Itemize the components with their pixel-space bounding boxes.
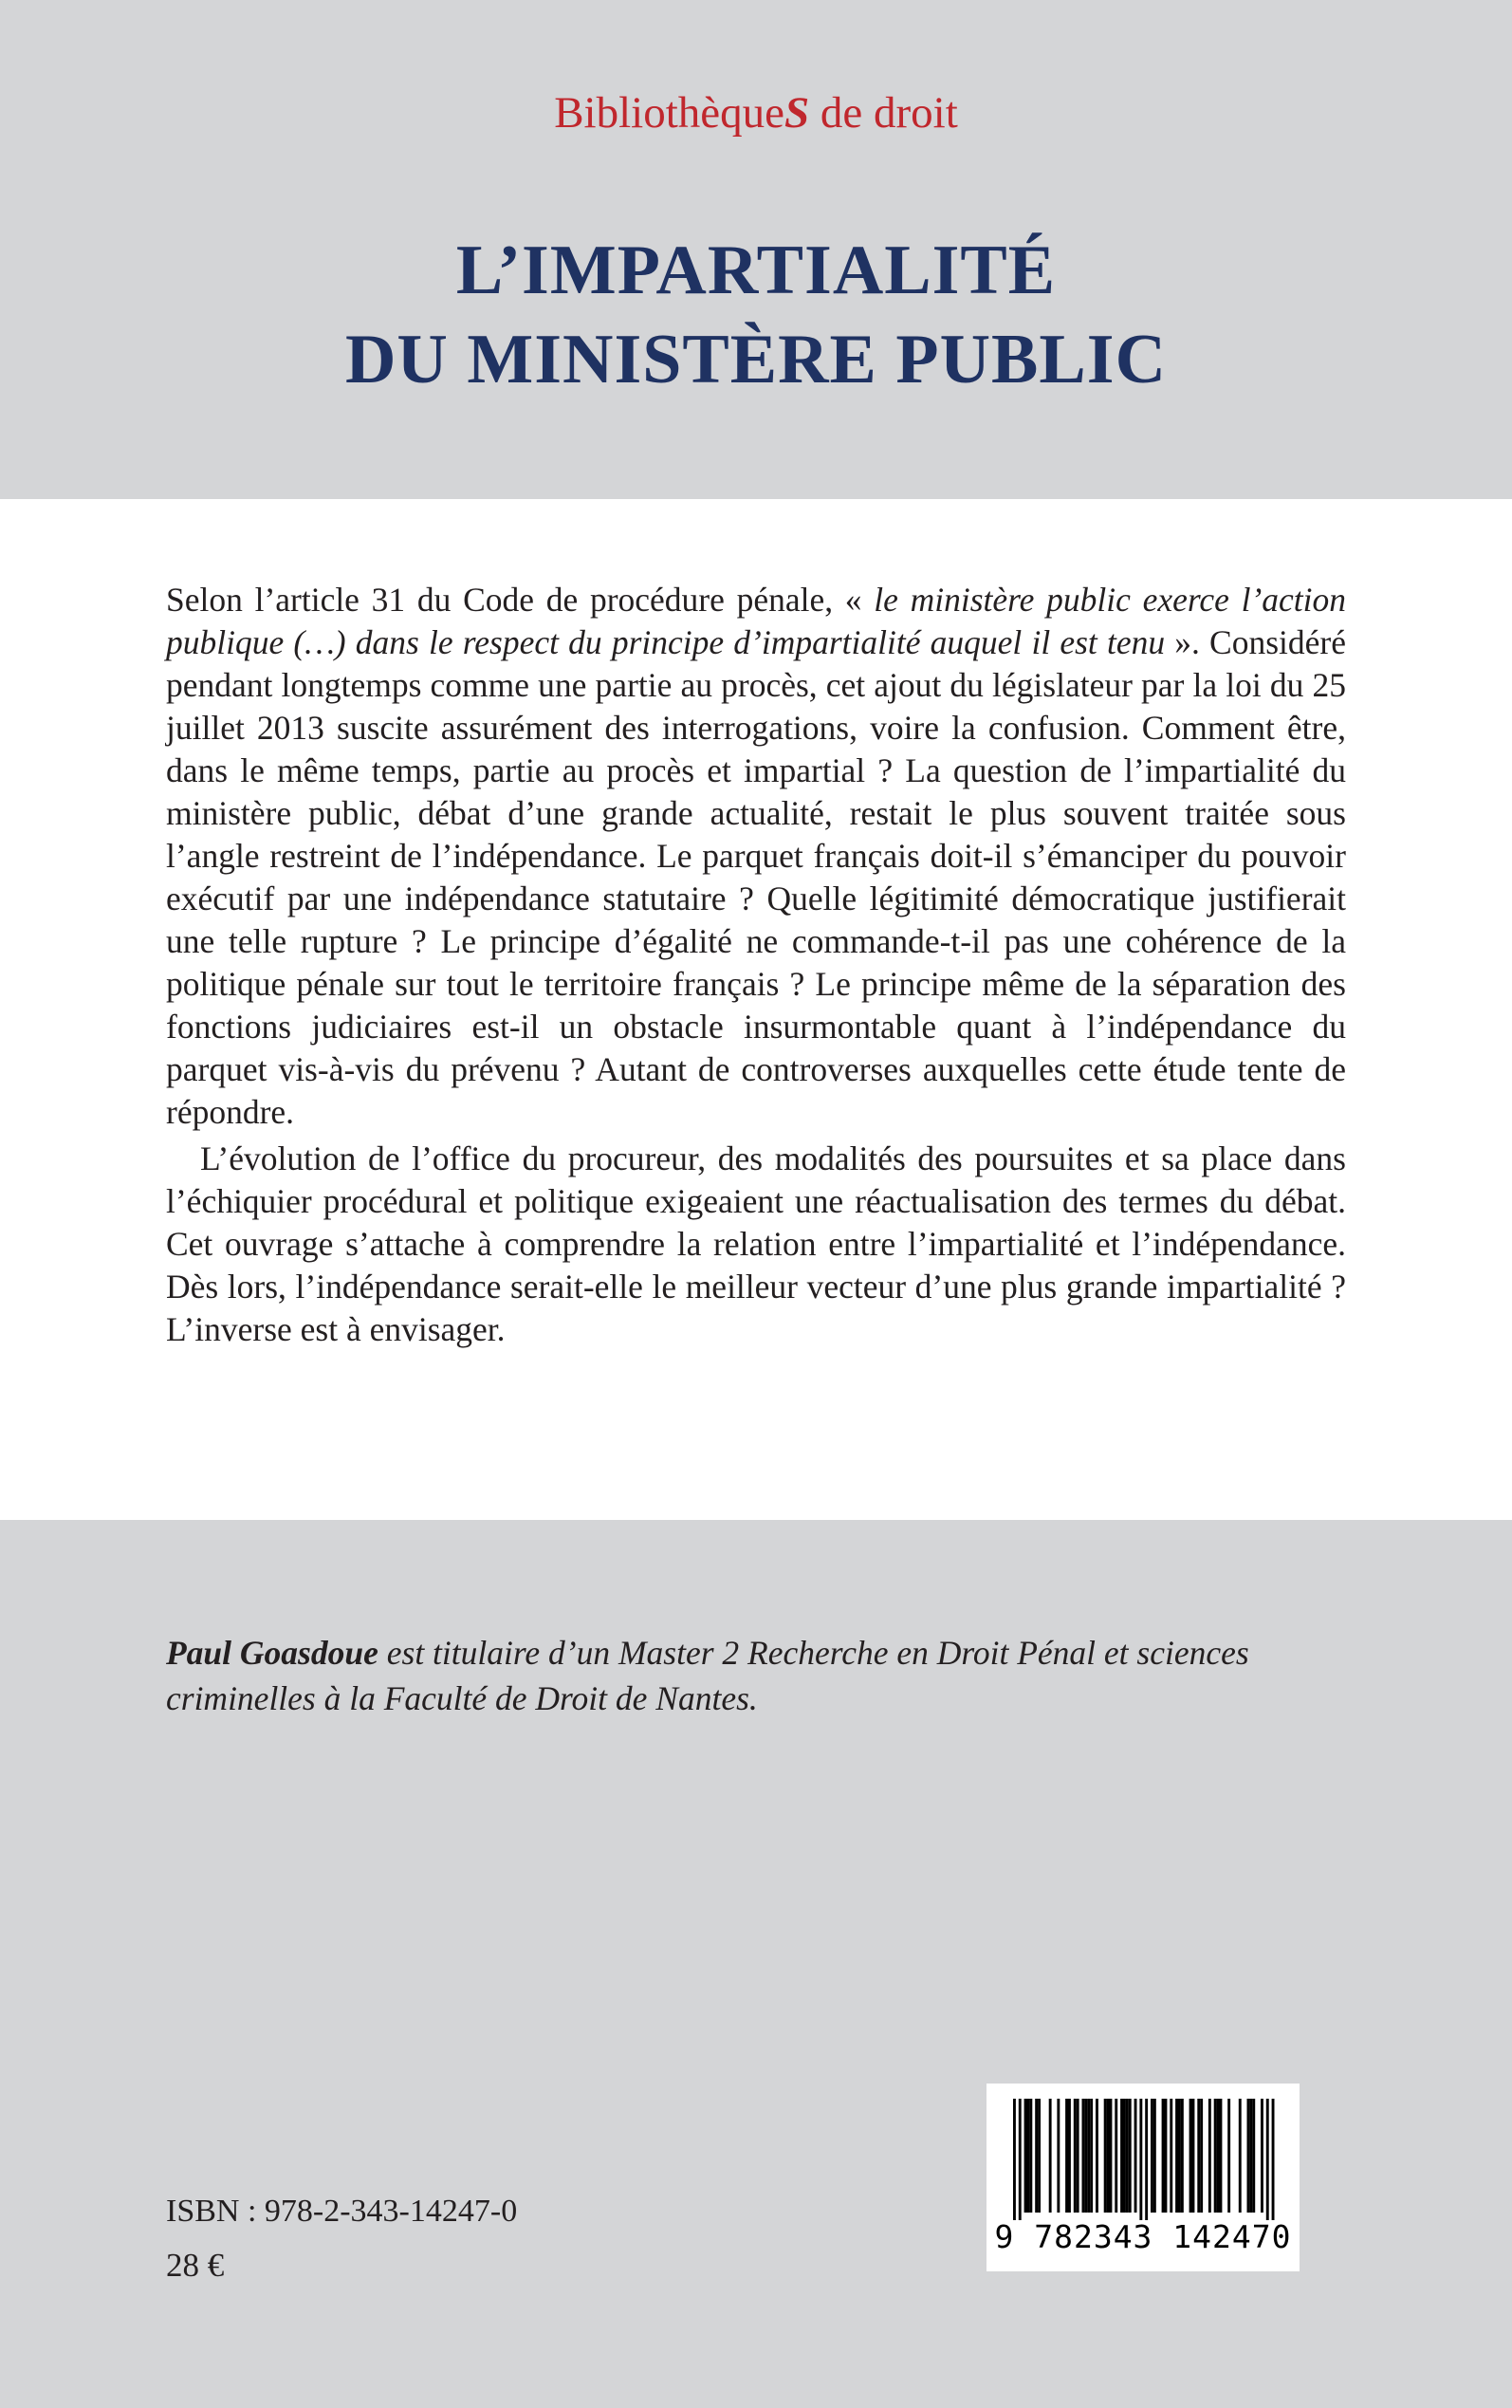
barcode-bar [1084, 2099, 1087, 2213]
barcode-bar [1249, 2099, 1252, 2213]
barcode-bar [1192, 2099, 1195, 2213]
barcode-bar [1227, 2099, 1230, 2213]
barcode-bar [1027, 2099, 1030, 2213]
barcode-bar [1220, 2099, 1223, 2213]
author-bio [166, 1630, 1346, 1721]
barcode-bar [1035, 2099, 1038, 2213]
isbn: ISBN : 978-2-343-14247-0 [166, 2194, 518, 2229]
barcode [986, 2084, 1300, 2271]
book-title [0, 226, 1512, 404]
barcode-bar [1074, 2099, 1077, 2213]
barcode-bar [1087, 2099, 1090, 2213]
barcode-bar [1082, 2099, 1085, 2213]
barcode-bar [1208, 2099, 1211, 2213]
barcode-bar [1110, 2099, 1113, 2213]
author-name: Paul Goasdoue [166, 1634, 378, 1672]
summary-quote: le ministère public exerce l’action publique (…) dans le respect du principe d’impartialité auquel il est tenu [166, 581, 1346, 661]
barcode-bar [1252, 2099, 1255, 2213]
barcode-bar [1019, 2099, 1022, 2220]
barcode-bar [1057, 2099, 1060, 2213]
barcode-bar [1126, 2099, 1129, 2213]
title-line-2: DU MINISTÈRE PUBLIC [344, 321, 1168, 398]
barcode-bar [1024, 2099, 1027, 2213]
price: 28 € [166, 2247, 225, 2284]
barcode-bar [1065, 2099, 1068, 2213]
barcode-bar [1038, 2099, 1041, 2213]
barcode-bar [1197, 2099, 1200, 2213]
author-bio-text: est titulaire d’un Master 2 Recherche en Droit Pénal et sciences criminelles à la Faculté de Droit de Nantes. [166, 1634, 1249, 1717]
barcode-bar [1153, 2099, 1156, 2213]
barcode-bar [1261, 2099, 1263, 2213]
barcode-bar [1266, 2099, 1269, 2220]
barcode-bar [1162, 2099, 1165, 2213]
barcode-bar [1175, 2099, 1178, 2213]
summary-paragraph-1 [166, 579, 1346, 1134]
summary-text [166, 579, 1346, 1351]
barcode-bar [1129, 2099, 1132, 2213]
barcode-bar [1013, 2099, 1016, 2220]
barcode-bar [1145, 2099, 1148, 2220]
barcode-bar [1178, 2099, 1181, 2213]
barcode-bar [1096, 2099, 1098, 2213]
barcode-bar [1090, 2099, 1093, 2213]
barcode-bar [1134, 2099, 1137, 2213]
barcode-bar [1123, 2099, 1126, 2213]
barcode-bar [1214, 2099, 1217, 2213]
collection-suffix: de droit [809, 88, 958, 138]
barcode-bar [1115, 2099, 1117, 2213]
barcode-bar [1139, 2099, 1142, 2220]
summary-p1-rest: ». Considéré pendant longtemps comme une partie au procès, cet ajout du législateur par la loi du 25 juillet 2013 suscite assurément des interrogations, voire la confusion. Comment être, dans le même temps, partie au procès et impartial ? La question de l’impartialité du ministère public, débat d’une grande actualité, restait le plus souvent traitée sous l’angle restreint de l’indépendance. Le parquet français doit-il s’émanciper du pouvoir exécutif par une indépendance statutaire ? Quelle légitimité démocratique justifierait une telle rupture ? Le principe d’égalité ne commande-t-il pas une cohérence de la politique pénale sur tout le territoire français ? Le principe même de la séparation des fonctions judiciaires est-il un obstacle insurmontable quant à l’indépendance du parquet vis-à-vis du prévenu ? Autant de controverses auxquelles cette étude tente de répondre. [166, 623, 1346, 1131]
barcode-bar [1104, 2099, 1107, 2213]
collection-name [0, 87, 1512, 139]
collection-emphasis: S [784, 88, 810, 138]
summary-p1-start: Selon l’article 31 du Code de procédure pénale, « [166, 581, 875, 619]
barcode-bar [1029, 2099, 1032, 2213]
barcode-bar [1181, 2099, 1184, 2213]
barcode-bar [1165, 2099, 1168, 2213]
barcode-bar [1077, 2099, 1079, 2213]
barcode-bar [1107, 2099, 1110, 2213]
barcode-bar [1200, 2099, 1203, 2213]
barcode-bar [1272, 2099, 1275, 2220]
title-line-1: L’IMPARTIALITÉ [455, 232, 1057, 309]
barcode-bar [1151, 2099, 1153, 2213]
barcode-bar [1217, 2099, 1220, 2213]
barcode-bar [1120, 2099, 1123, 2213]
barcode-bar [1170, 2099, 1172, 2213]
collection-prefix: Bibliothèque [554, 88, 785, 138]
barcode-bar [1068, 2099, 1071, 2213]
barcode-bar [1189, 2099, 1192, 2213]
barcode-bar [1049, 2099, 1052, 2213]
barcode-bar [1247, 2099, 1250, 2213]
summary-paragraph-2: L’évolution de l’office du procureur, des modalités des poursuites et sa place dans l’échiquier procédural et politique exigeaient une réactualisation des termes du débat. Cet ouvrage s’attache à comprendre la relation entre l’impartialité et l’indépendance. Dès lors, l’indépendance serait-elle le meilleur vecteur d’une plus grande impartialité ? L’inverse est à envisager. [166, 1139, 1346, 1348]
barcode-digits: 9 782343 142470 [994, 2218, 1292, 2255]
barcode-bar [1239, 2099, 1242, 2213]
